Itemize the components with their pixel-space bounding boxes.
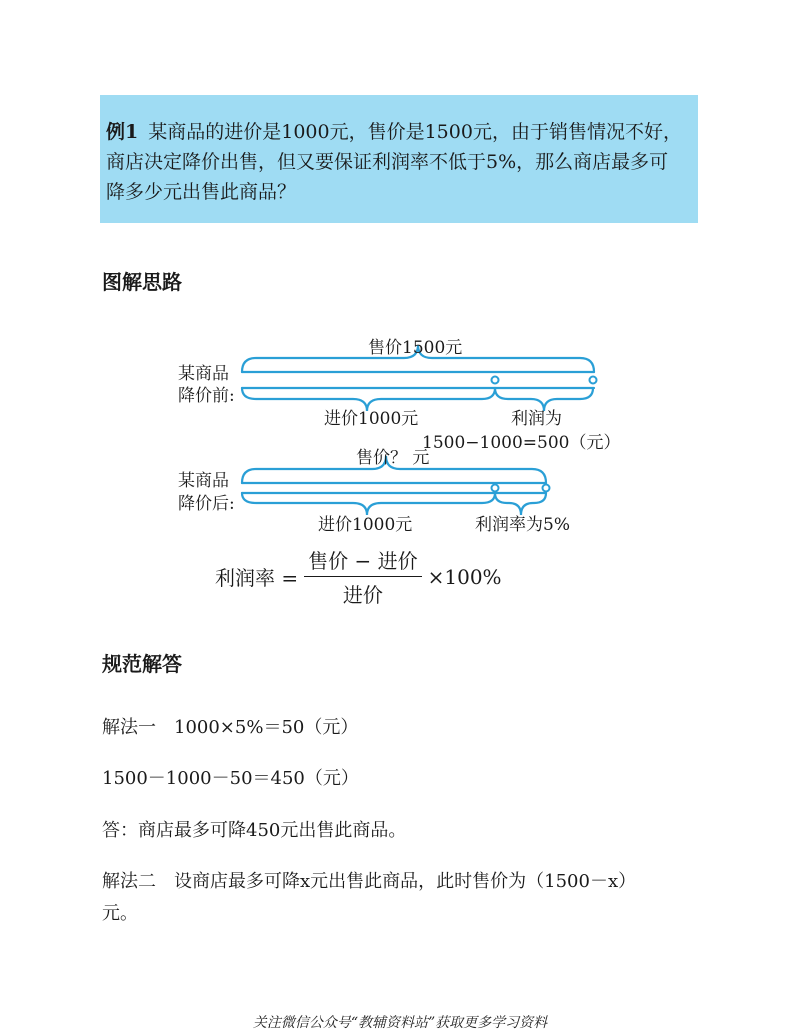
solution-method-1: 解法一 1000×5%＝50（元） (102, 717, 359, 738)
label-profit: 利润为 (511, 409, 562, 429)
label-profit-rate: 利润率为5% (475, 515, 570, 535)
label-top-price: 售价1500元 (368, 338, 463, 358)
point-upper-mid (492, 377, 499, 384)
label-after-2: 降价后: (178, 494, 235, 514)
point-lower-end (543, 485, 550, 492)
formula-fraction (304, 545, 421, 608)
label-profit-calc: 1500−1000=500（元） (422, 433, 621, 453)
solution-step-2: 1500－1000－50＝450（元） (102, 768, 359, 789)
solution-section-title: 规范解答 (102, 652, 182, 676)
solution-answer: 答：商店最多可降450元出售此商品。 (102, 820, 407, 841)
formula-lhs: 利润率 = (215, 566, 299, 590)
formula-denominator: 进价 (342, 583, 383, 607)
problem-label: 例1 (106, 121, 139, 143)
label-before-2: 降价前: (178, 386, 235, 406)
problem-text-1: 某商品的进价是1000元，售价是1500元，由于销售情况不好， (148, 121, 682, 143)
point-lower-mid (492, 485, 499, 492)
footer-watermark: 关注微信公众号“教辅资料站”获取更多学习资料 (252, 1015, 548, 1031)
label-after-1: 某商品 (178, 471, 229, 491)
problem-line-2: 商店决定降价出售，但又要保证利润率不低于5%，那么商店最多可 (106, 151, 669, 173)
formula-rhs: ×100% (427, 564, 502, 589)
solution-method-2-line-1: 解法二 设商店最多可降x元出售此商品，此时售价为（1500－x） (102, 871, 637, 892)
label-cost-1: 进价1000元 (324, 409, 419, 429)
label-before-1: 某商品 (178, 364, 229, 384)
formula-numerator: 售价 − 进价 (304, 545, 421, 577)
problem-box (100, 95, 698, 223)
problem-line-3: 降多少元出售此商品？ (106, 181, 297, 203)
profit-rate-formula (215, 545, 502, 608)
point-upper-end (590, 377, 597, 384)
label-cost-2: 进价1000元 (318, 515, 413, 535)
diagram-section-title: 图解思路 (102, 270, 182, 294)
solution-method-2-line-2: 元。 (102, 903, 138, 924)
label-bottom-price: 售价？ 元 (356, 448, 430, 468)
problem-line-1 (106, 117, 690, 147)
